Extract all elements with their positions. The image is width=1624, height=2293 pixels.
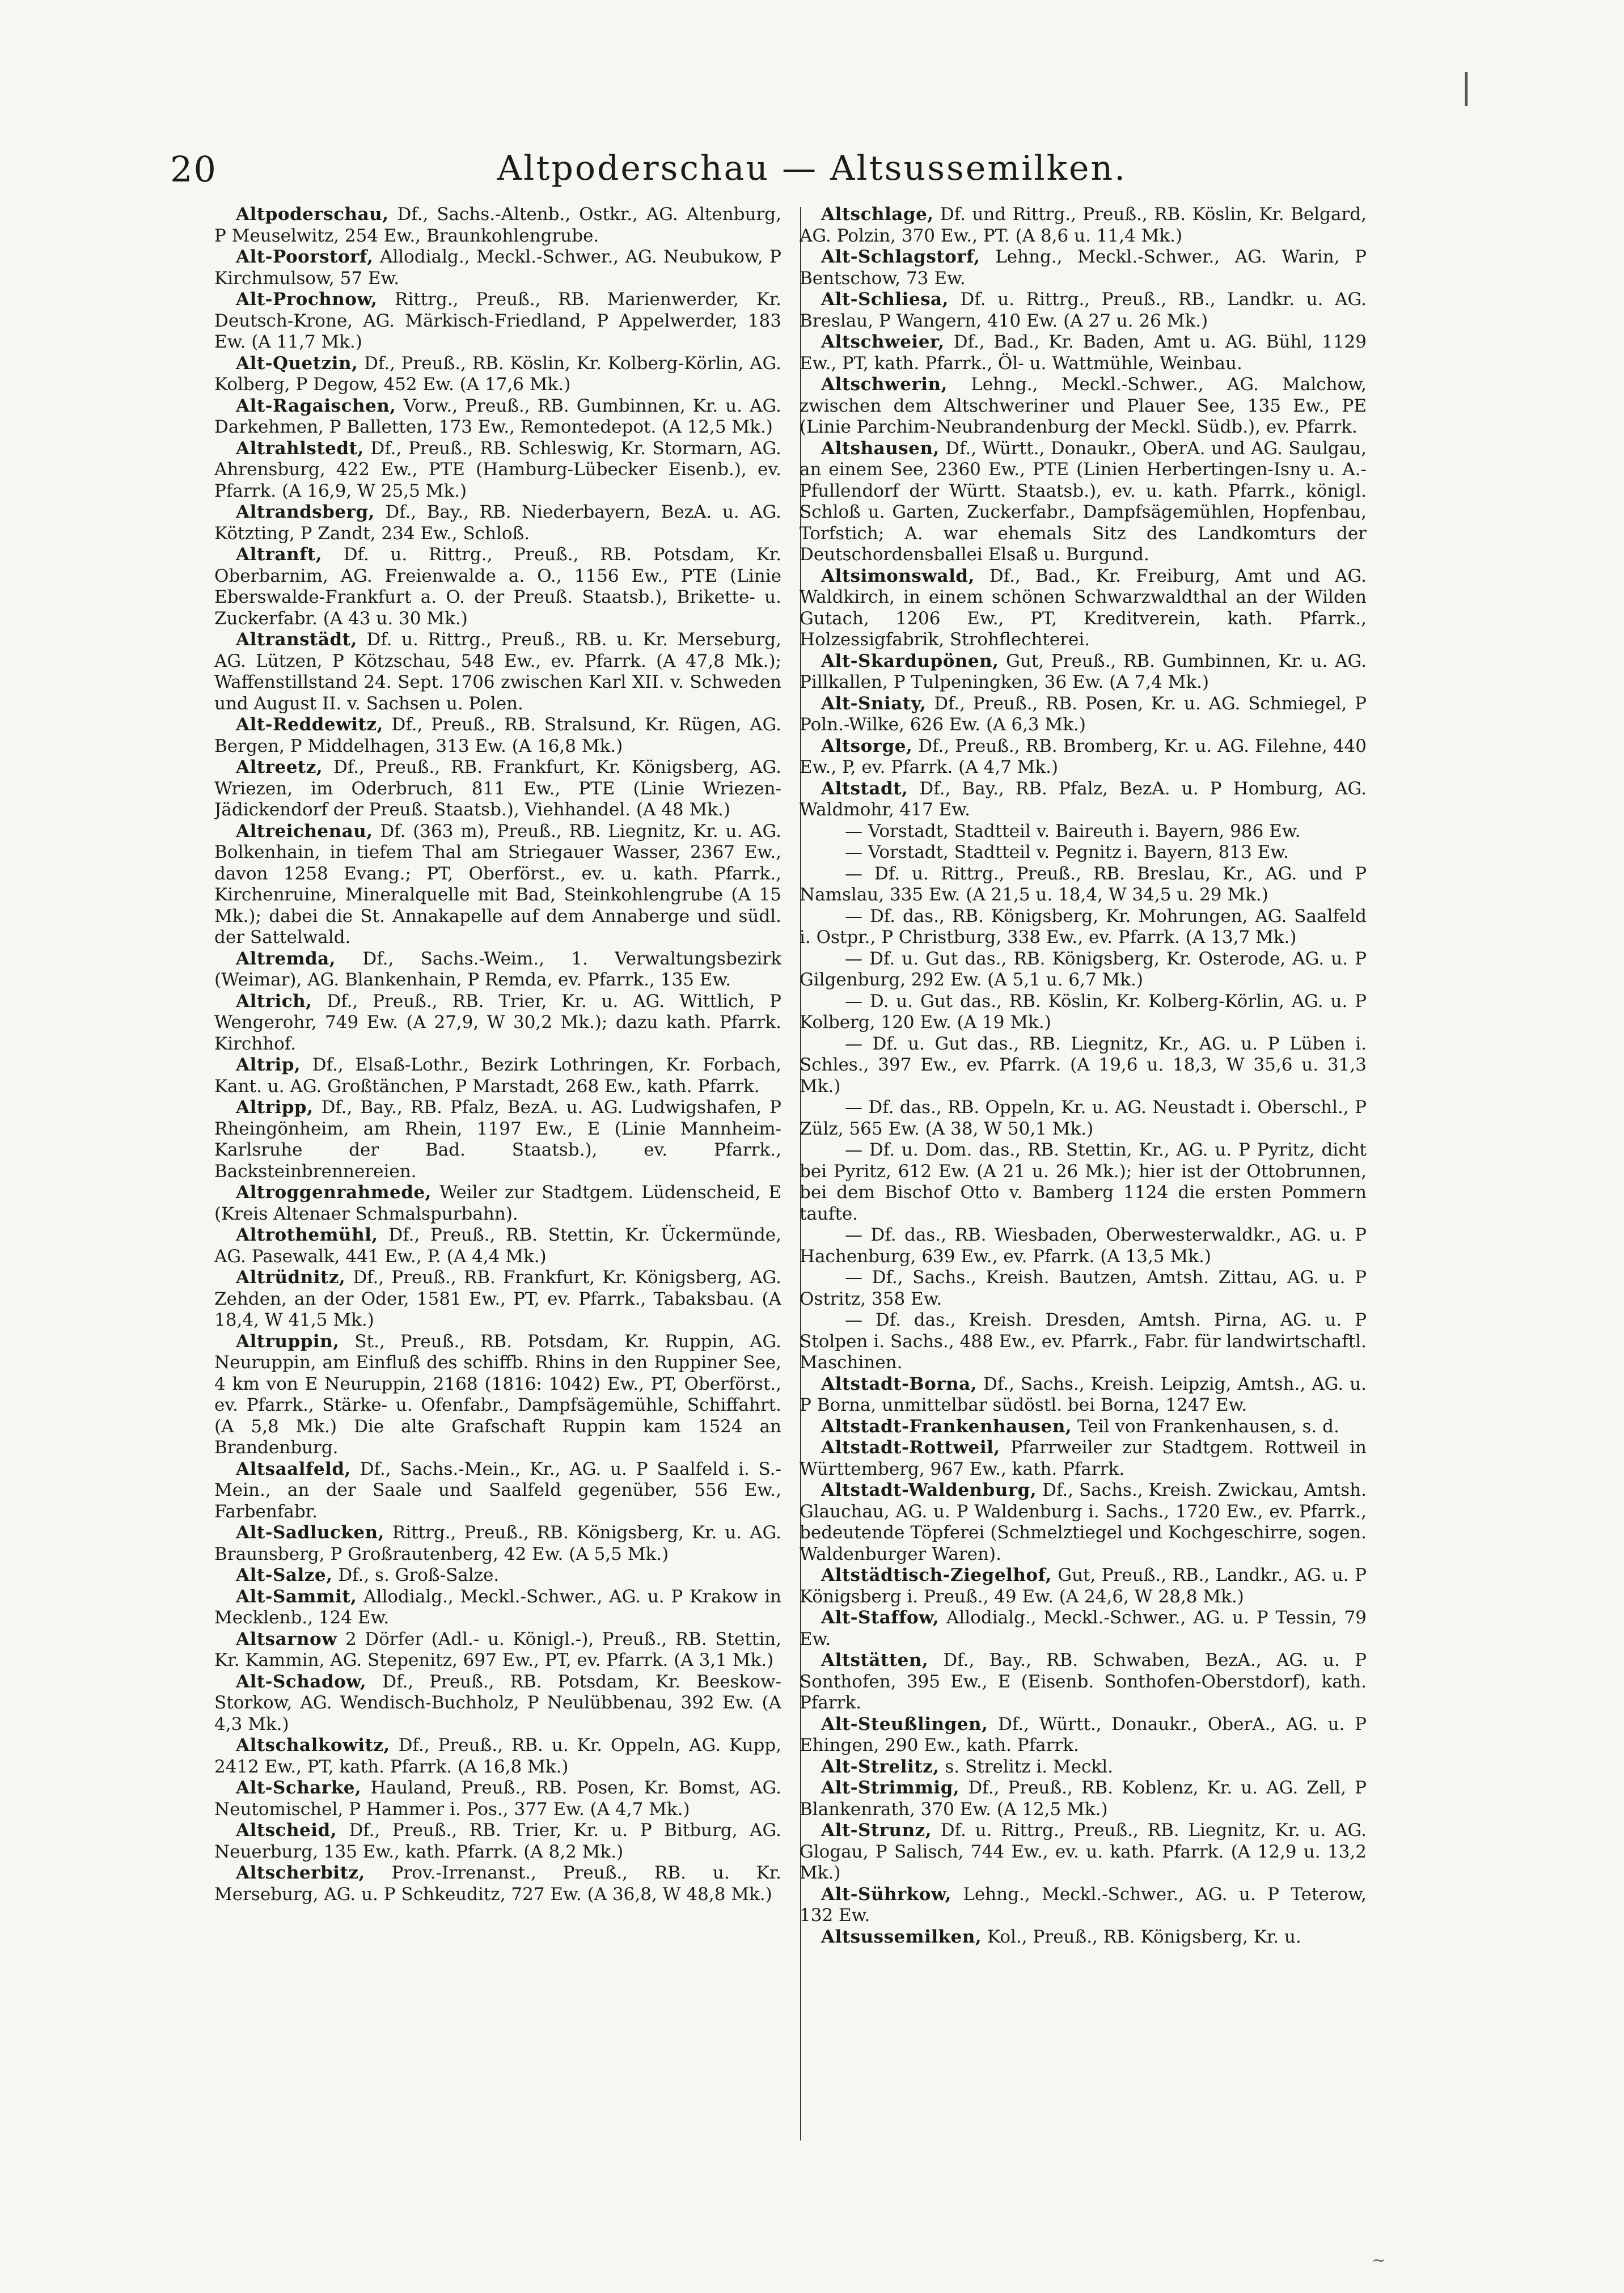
entry-text: Df., Preuß., RB. Trier, Kr. u. P Bitburg, AG. Neuerburg, 135 Ew., kath. Pfarrk. (A 8,2 Mk.) <box>214 1820 781 1862</box>
gazetteer-entry <box>214 502 781 544</box>
gazetteer-entry <box>800 332 1367 374</box>
entry-headword: Alt-Sührkow, <box>821 1884 951 1905</box>
entry-text: Df., Preuß., RB. Potsdam, Kr. Beeskow-Storkow, AG. Wendisch-Buchholz, P Neulübbenau, 392 Ew. (A 4,3 Mk.) <box>214 1671 781 1734</box>
entry-headword: Alt-Prochnow, <box>236 289 378 310</box>
entry-text: Df., Sachs.-Mein., Kr., AG. u. P Saalfeld i. S.-Mein., an der Saale und Saalfeld gegenüber, 556 Ew., Farbenfabr. <box>214 1458 781 1522</box>
gazetteer-entry <box>800 906 1367 949</box>
entry-text: Gut, Preuß., RB. Gumbinnen, Kr. u. AG. Pillkallen, P Tulpeningken, 36 Ew. (A 7,4 Mk.) <box>800 650 1367 692</box>
gazetteer-entry <box>214 1587 781 1629</box>
entry-text: Weiler zur Stadtgem. Lüdenscheid, E (Kreis Altenaer Schmalspurbahn). <box>214 1182 781 1224</box>
entry-text: Teil von Frankenhausen, s. d. <box>1072 1416 1339 1437</box>
gazetteer-entry <box>214 1055 781 1097</box>
gazetteer-entry <box>214 1097 781 1182</box>
gazetteer-entry <box>800 821 1367 843</box>
entry-headword: Altshausen, <box>821 438 940 459</box>
gazetteer-entry <box>800 374 1367 438</box>
entry-headword: Altschwerin, <box>821 374 948 395</box>
entry-text: Df., Preuß., RB. Stettin, Kr. Ückermünde, AG. Pasewalk, 441 Ew., P. (A 4,4 Mk.) <box>214 1225 781 1267</box>
entry-text: — Df. u. Gut das., RB. Königsberg, Kr. Osterode, AG. u. P Gilgenburg, 292 Ew. (A 5,1 u. 6,7 Mk.) <box>800 948 1367 990</box>
entry-text: Hauland, Preuß., RB. Posen, Kr. Bomst, AG. Neutomischel, P Hammer i. Pos., 377 Ew. (A 4,7 Mk.) <box>214 1778 781 1820</box>
gazetteer-entry <box>214 1863 781 1905</box>
entry-headword: Altscherbitz, <box>236 1863 365 1883</box>
gazetteer-entry <box>800 1820 1367 1884</box>
entry-text: Df., Sachs.-Weim., 1. Verwaltungsbezirk (Weimar), AG. Blankenhain, P Remda, ev. Pfarrk., 135 Ew. <box>214 948 781 990</box>
right-column <box>800 204 1367 2200</box>
entry-headword: Altsorge, <box>821 735 913 756</box>
entry-text: s. Strelitz i. Meckl. <box>939 1756 1113 1777</box>
entry-text: Df., Bay., RB. Schwaben, BezA., AG. u. P Sonthofen, 395 Ew., E (Eisenb. Sonthofen-Oberstdorf), kath. Pfarrk. <box>800 1650 1367 1713</box>
entry-text: Df., Bay., RB. Niederbayern, BezA. u. AG. Kötzting, P Zandt, 234 Ew., Schloß. <box>214 502 781 544</box>
gazetteer-entry <box>800 651 1367 693</box>
entry-headword: Altrich, <box>236 991 312 1012</box>
gazetteer-entry <box>214 757 781 821</box>
entry-headword: Alt-Sadlucken, <box>236 1522 384 1543</box>
entry-text: Df. u. Rittrg., Preuß., RB. Potsdam, Kr. Oberbarnim, AG. Freienwalde a. O., 1156 Ew., PTE (Linie Eberswalde-Frankfurt a. O. der Preuß. Staatsb.), Brikette- u. Zuckerfabr. (A 43 u. 30 Mk.) <box>214 544 781 629</box>
gazetteer-entry <box>800 1416 1367 1438</box>
entry-text: Lehng., Meckl.-Schwer., AG. u. P Teterow, 132 Ew. <box>800 1884 1367 1926</box>
entry-text: Df., Preuß., RB. Koblenz, Kr. u. AG. Zell, P Blankenrath, 370 Ew. (A 12,5 Mk.) <box>800 1778 1367 1820</box>
gazetteer-entry <box>214 438 781 502</box>
entry-text: Df., Württ., Donaukr., OberA. und AG. Saulgau, an einem See, 2360 Ew., PTE (Linien Herbertingen-Isny u. A.-Pfullendorf der Württ. Staatsb.), ev. u. kath. Pfarrk., königl. Schloß u. Garten, Zuckerfabr., Dampfsägemühlen, Hopfenbau, Torfstich; A. war ehemals Sitz des Landkomturs der Deutschordensballei Elsaß u. Burgund. <box>800 438 1367 565</box>
entry-headword: Alt-Scharke, <box>236 1778 362 1798</box>
entry-text: Df., Elsaß-Lothr., Bezirk Lothringen, Kr. Forbach, Kant. u. AG. Großtänchen, P Marstadt, 268 Ew., kath. Pfarrk. <box>214 1055 781 1097</box>
corner-mark: | <box>1460 67 1472 107</box>
entry-text: Df., Preuß., RB. Posen, Kr. u. AG. Schmiegel, P Poln.-Wilke, 626 Ew. (A 6,3 Mk.) <box>800 693 1367 735</box>
gazetteer-entry <box>800 1757 1367 1778</box>
entry-text: Df., Bad., Kr. Baden, Amt u. AG. Bühl, 1129 Ew., PT, kath. Pfarrk., Öl- u. Wattmühle, Weinbau. <box>800 332 1367 374</box>
gazetteer-entry <box>800 1374 1367 1416</box>
entry-text: — Df. u. Dom. das., RB. Stettin, Kr., AG. u. P Pyritz, dicht bei Pyritz, 612 Ew. (A 21 u. 26 Mk.); hier ist der Ottobrunnen, bei dem Bischof Otto v. Bamberg 1124 die ersten Pommern taufte. <box>800 1140 1367 1224</box>
entry-text: Df. (363 m), Preuß., RB. Liegnitz, Kr. u. AG. Bolkenhain, in tiefem Thal am Striegauer Wasser, 2367 Ew., davon 1258 Evang.; PT, Oberförst., ev. u. kath. Pfarrk., Kirchenruine, Mineralquelle mit Bad, Steinkohlengrube (A 15 Mk.); dabei die St. Annakapelle auf dem Annaberge und südl. der Sattelwald. <box>214 820 781 947</box>
entry-text: Df., Preuß., RB. Bromberg, Kr. u. AG. Filehne, 440 Ew., P, ev. Pfarrk. (A 4,7 Mk.) <box>800 735 1367 777</box>
gazetteer-entry <box>800 1034 1367 1098</box>
gazetteer-entry <box>800 1778 1367 1820</box>
entry-headword: Altrip, <box>236 1055 301 1075</box>
entry-headword: Altsussemilken, <box>821 1926 982 1947</box>
entry-headword: Alt-Salze, <box>236 1565 333 1585</box>
entry-headword: Alt-Skardupönen, <box>821 650 999 671</box>
entry-headword: Altrüdnitz, <box>236 1267 346 1288</box>
entry-text: Df. und Rittrg., Preuß., RB. Köslin, Kr. Belgard, AG. Polzin, 370 Ew., PT. (A 8,6 u. 11,4 Mk.) <box>800 204 1367 246</box>
entry-text: Allodialg., Meckl.-Schwer., AG. u. P Tessin, 79 Ew. <box>800 1607 1367 1649</box>
entry-headword: Altrothemühl, <box>236 1225 378 1245</box>
entry-headword: Altstadt-Rottweil, <box>821 1437 1000 1458</box>
gazetteer-entry <box>800 1565 1367 1607</box>
entry-text: — Df. u. Gut das., RB. Liegnitz, Kr., AG. u. P Lüben i. Schles., 397 Ew., ev. Pfarrk. (A 19,6 u. 18,3, W 35,6 u. 31,3 Mk.) <box>800 1033 1367 1097</box>
gazetteer-entry <box>800 779 1367 821</box>
gazetteer-entry <box>800 1714 1367 1757</box>
gazetteer-entry <box>214 1267 781 1331</box>
entry-headword: Alt-Strimmig, <box>821 1778 960 1798</box>
gazetteer-entry <box>214 1735 781 1778</box>
gazetteer-entry <box>800 949 1367 991</box>
running-head: Altpoderschau — Altsussemilken. <box>497 149 1127 188</box>
entry-text: Df. u. Rittrg., Preuß., RB. Liegnitz, Kr. u. AG. Glogau, P Salisch, 744 Ew., ev. u. kath. Pfarrk. (A 12,9 u. 13,2 Mk.) <box>800 1820 1367 1883</box>
gazetteer-entry <box>214 821 781 949</box>
entry-text: — Df. das., Kreish. Dresden, Amtsh. Pirna, AG. u. P Stolpen i. Sachs., 488 Ew., ev. Pfarrk., Fabr. für landwirtschaftl. Maschinen. <box>800 1310 1367 1373</box>
gazetteer-entry <box>214 991 781 1055</box>
gazetteer-entry <box>800 1140 1367 1225</box>
gazetteer-entry <box>800 693 1367 736</box>
footer-mark: ~ <box>1371 2250 1386 2270</box>
entry-headword: Altstadt-Borna, <box>821 1373 977 1394</box>
entry-headword: Alt-Schliesa, <box>821 289 949 310</box>
entry-text: — Vorstadt, Stadtteil v. Baireuth i. Bayern, 986 Ew. <box>845 820 1301 841</box>
entry-headword: Altrahlstedt, <box>236 438 364 459</box>
gazetteer-entry <box>214 1331 781 1459</box>
entry-headword: Altreetz, <box>236 757 323 777</box>
entry-headword: Altstadt, <box>821 778 908 799</box>
entry-headword: Altranft, <box>236 544 323 565</box>
entry-text: Df., Preuß., RB. Trier, Kr. u. AG. Wittlich, P Wengerohr, 749 Ew. (A 27,9, W 30,2 Mk.); dazu kath. Pfarrk. Kirchhof. <box>214 991 781 1054</box>
entry-headword: Altstädtisch-Ziegelhof, <box>821 1565 1052 1585</box>
entry-text: Df., Bad., Kr. Freiburg, Amt und AG. Waldkirch, in einem schönen Schwarzwaldthal an der Wilden Gutach, 1206 Ew., PT, Kreditverein, kath. Pfarrk., Holzessigfabrik, Strohflechterei. <box>800 565 1367 650</box>
gazetteer-entry <box>214 204 781 247</box>
entry-text: Df. u. Rittrg., Preuß., RB., Landkr. u. AG. Breslau, P Wangern, 410 Ew. (A 27 u. 26 Mk.) <box>800 289 1367 331</box>
gazetteer-entry <box>800 1884 1367 1927</box>
entry-headword: Alt-Staffow, <box>821 1607 940 1628</box>
entry-text: Df., Preuß., RB. Köslin, Kr. Kolberg-Körlin, AG. Kolberg, P Degow, 452 Ew. (A 17,6 Mk.) <box>214 353 781 395</box>
entry-headword: Altsarnow <box>236 1628 337 1649</box>
gazetteer-entry <box>800 991 1367 1034</box>
entry-text: Df., s. Groß-Salze. <box>332 1565 500 1585</box>
gazetteer-entry <box>214 1820 781 1863</box>
entry-text: Df., Preuß., RB. Stralsund, Kr. Rügen, AG. Bergen, P Middelhagen, 313 Ew. (A 16,8 Mk.) <box>214 714 781 756</box>
gazetteer-entry <box>214 1182 781 1225</box>
gazetteer-entry <box>800 736 1367 779</box>
entry-text: Kol., Preuß., RB. Königsberg, Kr. u. <box>982 1926 1301 1947</box>
entry-headword: Altsaalfeld, <box>236 1458 351 1479</box>
gazetteer-entry <box>214 1778 781 1820</box>
entry-headword: Altripp, <box>236 1097 314 1118</box>
gazetteer-entry <box>800 1310 1367 1374</box>
gazetteer-entry <box>800 438 1367 566</box>
gazetteer-entry <box>214 1629 781 1672</box>
entry-text: Df., Sachs., Kreish. Zwickau, Amtsh. Glauchau, AG. u. P Waldenburg i. Sachs., 1720 Ew., ev. Pfarrk., bedeutende Töpferei (Schmelztiegel und Kochgeschirre, sogen. Waldenburger Waren). <box>800 1480 1367 1564</box>
gazetteer-entry <box>214 1225 781 1267</box>
entry-text: Lehng., Meckl.-Schwer., AG. Warin, P Bentschow, 73 Ew. <box>800 247 1367 289</box>
entry-headword: Alt-Sniaty, <box>821 693 927 714</box>
entry-text: Rittrg., Preuß., RB. Königsberg, Kr. u. AG. Braunsberg, P Großrautenberg, 42 Ew. (A 5,5 Mk.) <box>214 1522 781 1564</box>
entry-text: Df., Preuß., RB. Frankfurt, Kr. Königsberg, AG. Zehden, an der Oder, 1581 Ew., PT, ev. Pfarrk., Tabaksbau. (A 18,4, W 41,5 Mk.) <box>214 1267 781 1330</box>
page-number: 20 <box>170 149 217 190</box>
gazetteer-entry <box>800 1650 1367 1714</box>
gazetteer-entry <box>800 204 1367 247</box>
entry-headword: Altsimonswald, <box>821 565 975 586</box>
gazetteer-entry <box>800 842 1367 864</box>
entry-columns <box>214 204 1367 2200</box>
gazetteer-entry <box>214 289 781 353</box>
entry-text: — Vorstadt, Stadtteil v. Pegnitz i. Bayern, 813 Ew. <box>845 842 1289 862</box>
gazetteer-entry <box>214 1522 781 1565</box>
gazetteer-entry <box>214 396 781 438</box>
gazetteer-entry <box>800 1607 1367 1650</box>
entry-headword: Altroggenrahmede, <box>236 1182 432 1203</box>
entry-text: St., Preuß., RB. Potsdam, Kr. Ruppin, AG. Neuruppin, am Einfluß des schiffb. Rhins in den Ruppiner See, 4 km von E Neuruppin, 2168 (1816: 1042) Ew., PT, Oberförst., ev. Pfarrk., Stärke- u. Ofenfabr., Dampfsägemühle, Schiffahrt. (A 5,8 Mk.) Die alte Grafschaft Ruppin kam 1524 an Brandenburg. <box>214 1331 781 1458</box>
entry-headword: Altreichenau, <box>236 820 373 841</box>
entry-headword: Alt-Schlagstorf, <box>821 247 980 267</box>
left-column <box>214 204 781 2200</box>
gazetteer-entry <box>800 1927 1367 1948</box>
entry-headword: Alt-Quetzin, <box>236 353 358 374</box>
gazetteer-entry <box>214 544 781 629</box>
entry-text: Df., Preuß., RB. u. Kr. Oppeln, AG. Kupp, 2412 Ew., PT, kath. Pfarrk. (A 16,8 Mk.) <box>214 1735 781 1777</box>
gazetteer-entry <box>214 714 781 757</box>
entry-text: — Df. das., RB. Königsberg, Kr. Mohrungen, AG. Saalfeld i. Ostpr., P Christburg, 338 Ew., ev. Pfarrk. (A 13,7 Mk.) <box>800 906 1367 947</box>
entry-headword: Alt-Ragaischen, <box>236 395 396 416</box>
gazetteer-entry <box>214 1672 781 1736</box>
entry-text: 2 Dörfer (Adl.- u. Königl.-), Preuß., RB. Stettin, Kr. Kammin, AG. Stepenitz, 697 Ew., PT, ev. Pfarrk. (A 3,1 Mk.) <box>214 1628 781 1670</box>
entry-headword: Altschlage, <box>821 204 934 225</box>
entry-text: — Df. das., RB. Oppeln, Kr. u. AG. Neustadt i. Oberschl., P Zülz, 565 Ew. (A 38, W 50,1 Mk.) <box>800 1097 1367 1139</box>
entry-headword: Alt-Reddewitz, <box>236 714 383 735</box>
entry-headword: Altschalkowitz, <box>236 1735 390 1755</box>
entry-headword: Altstadt-Waldenburg, <box>821 1480 1037 1500</box>
gazetteer-entry <box>800 1437 1367 1480</box>
entry-headword: Altranstädt, <box>236 629 357 650</box>
entry-headword: Alt-Strelitz, <box>821 1756 940 1777</box>
gazetteer-entry <box>214 353 781 396</box>
entry-text: Df., Preuß., RB. Schleswig, Kr. Stormarn, AG. Ahrensburg, 422 Ew., PTE (Hamburg-Lübecker Eisenb.), ev. Pfarrk. (A 16,9, W 25,5 Mk.) <box>214 438 781 501</box>
gazetteer-entry <box>800 1480 1367 1565</box>
entry-text: Df., Sachs., Kreish. Leipzig, Amtsh., AG. u. P Borna, unmittelbar südöstl. bei Borna, 1247 Ew. <box>800 1373 1367 1415</box>
entry-text: Allodialg., Meckl.-Schwer., AG. Neubukow, P Kirchmulsow, 57 Ew. <box>214 247 781 289</box>
entry-headword: Altstätten, <box>821 1650 929 1670</box>
entry-headword: Alt-Poorstorf, <box>236 247 374 267</box>
gazetteer-entry <box>800 1267 1367 1310</box>
gazetteer-entry <box>214 949 781 991</box>
entry-text: Df., Preuß., RB. Frankfurt, Kr. Königsberg, AG. Wriezen, im Oderbruch, 811 Ew., PTE (Linie Wriezen-Jädickendorf der Preuß. Staatsb.), Viehhandel. (A 48 Mk.) <box>214 757 781 820</box>
entry-headword: Altstadt-Frankenhausen, <box>821 1416 1072 1437</box>
entry-headword: Altscheid, <box>236 1820 337 1841</box>
gazetteer-entry <box>800 864 1367 906</box>
entry-text: — Df., Sachs., Kreish. Bautzen, Amtsh. Zittau, AG. u. P Ostritz, 358 Ew. <box>800 1267 1367 1309</box>
entry-text: Df., Württ., Donaukr., OberA., AG. u. P Ehingen, 290 Ew., kath. Pfarrk. <box>800 1714 1367 1755</box>
entry-headword: Altruppin, <box>236 1331 340 1352</box>
entry-text: Pfarrweiler zur Stadtgem. Rottweil in Württemberg, 967 Ew., kath. Pfarrk. <box>800 1437 1367 1479</box>
gazetteer-entry <box>214 247 781 289</box>
entry-text: — D. u. Gut das., RB. Köslin, Kr. Kolberg-Körlin, AG. u. P Kolberg, 120 Ew. (A 19 Mk.) <box>800 991 1367 1033</box>
entry-headword: Alt-Sammit, <box>236 1586 357 1607</box>
gazetteer-entry <box>214 1565 781 1587</box>
gazetteer-entry <box>800 247 1367 289</box>
gazetteer-entry <box>214 629 781 714</box>
entry-text: Df., Sachs.-Altenb., Ostkr., AG. Altenburg, P Meuselwitz, 254 Ew., Braunkohlengrube. <box>214 204 781 246</box>
entry-headword: Altrandsberg, <box>236 502 375 522</box>
entry-text: Df., Bay., RB. Pfalz, BezA. u. AG. Ludwigshafen, P Rheingönheim, am Rhein, 1197 Ew., E (Linie Mannheim-Karlsruhe der Bad. Staatsb.), ev. Pfarrk., Backsteinbrennereien. <box>214 1097 781 1182</box>
entry-headword: Alt-Strunz, <box>821 1820 932 1841</box>
entry-text: Lehng., Meckl.-Schwer., AG. Malchow, zwischen dem Altschweriner und Plauer See, 135 Ew., PE (Linie Parchim-Neubrandenburg der Meckl. Südb.), ev. Pfarrk. <box>800 374 1367 437</box>
entry-text: Gut, Preuß., RB., Landkr., AG. u. P Königsberg i. Preuß., 49 Ew. (A 24,6, W 28,8 Mk.) <box>800 1565 1367 1607</box>
entry-text: Vorw., Preuß., RB. Gumbinnen, Kr. u. AG. Darkehmen, P Balletten, 173 Ew., Remontedepot. (A 12,5 Mk.) <box>214 395 781 437</box>
gazetteer-entry <box>800 1097 1367 1140</box>
gazetteer-entry <box>800 1225 1367 1267</box>
gazetteer-entry <box>214 1459 781 1523</box>
entry-text: Df., Bay., RB. Pfalz, BezA. u. P Homburg, AG. Waldmohr, 417 Ew. <box>800 778 1367 820</box>
entry-text: Df. u. Rittrg., Preuß., RB. u. Kr. Merseburg, AG. Lützen, P Kötzschau, 548 Ew., ev. Pfarrk. (A 47,8 Mk.); Waffenstillstand 24. Sept. 1706 zwischen Karl XII. v. Schweden und August II. v. Sachsen u. Polen. <box>214 629 781 714</box>
gazetteer-entry <box>800 289 1367 332</box>
entry-text: Rittrg., Preuß., RB. Marienwerder, Kr. Deutsch-Krone, AG. Märkisch-Friedland, P Appelwerder, 183 Ew. (A 11,7 Mk.) <box>214 289 781 352</box>
entry-text: — Df. u. Rittrg., Preuß., RB. Breslau, Kr., AG. und P Namslau, 335 Ew. (A 21,5 u. 18,4, W 34,5 u. 29 Mk.) <box>800 863 1367 905</box>
entry-headword: Alt-Schadow, <box>236 1671 367 1692</box>
entry-text: Prov.-Irrenanst., Preuß., RB. u. Kr. Merseburg, AG. u. P Schkeuditz, 727 Ew. (A 36,8, W 48,8 Mk.) <box>214 1863 781 1905</box>
entry-text: — Df. das., RB. Wiesbaden, Oberwesterwaldkr., AG. u. P Hachenburg, 639 Ew., ev. Pfarrk. (A 13,5 Mk.) <box>800 1225 1367 1267</box>
entry-headword: Alt-Steußlingen, <box>821 1714 988 1734</box>
entry-headword: Altschweier, <box>821 332 945 352</box>
entry-headword: Altremda, <box>236 948 336 969</box>
entry-text: Allodialg., Meckl.-Schwer., AG. u. P Krakow in Mecklenb., 124 Ew. <box>214 1586 781 1628</box>
gazetteer-entry <box>800 566 1367 651</box>
entry-headword: Altpoderschau, <box>236 204 389 225</box>
